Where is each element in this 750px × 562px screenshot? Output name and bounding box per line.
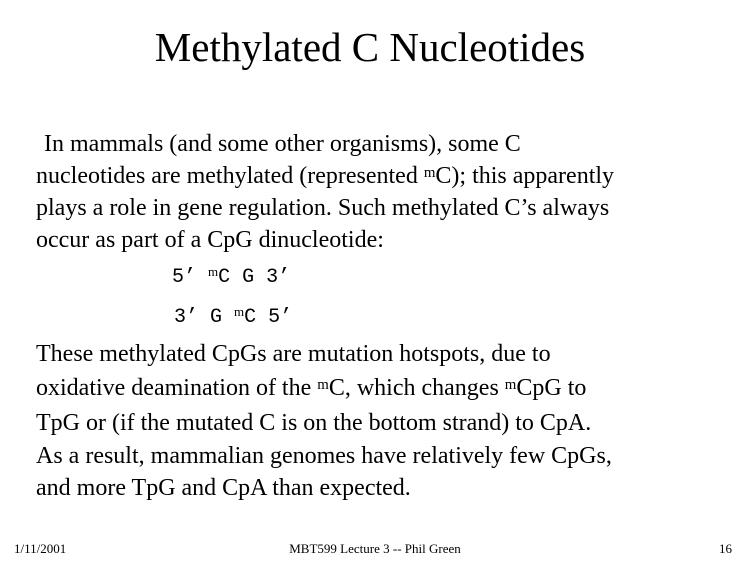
methyl-superscript: m [234,303,245,319]
methyl-superscript: m [208,263,219,279]
intro-line-2-text-b: C); this apparently [435,163,615,189]
footer-date: 1/11/2001 [14,541,67,556]
hotspot-line-4: As a result, mammalian genomes have relatively few CpGs, [36,443,612,469]
hotspot-line-2-text-b: C, which changes [328,375,505,401]
hotspot-line-2-text-a: oxidative deamination of the [36,375,318,401]
hotspot-line-3: TpG or (if the mutated C is on the bottom strand) to CpA. [36,410,592,436]
top-strand-text-b: C G 3’ [218,266,291,289]
bottom-strand-text-a: 3’ G [174,306,235,329]
methyl-superscript: m [317,376,329,393]
intro-line-3: plays a role in gene regulation. Such methylated C’s always [36,195,610,221]
hotspot-paragraph [36,338,748,504]
hotspot-line-2 [36,370,748,406]
footer-lecture-title: MBT599 Lecture 3 -- Phil Green [289,541,461,556]
intro-line-2 [36,160,748,192]
methyl-superscript: m [504,376,517,393]
intro-line-4: occur as part of a CpG dinucleotide: [36,227,384,253]
methyl-superscript: m [423,164,436,181]
sequence-bottom-strand [174,303,293,330]
footer-page-number: 16 [719,541,732,556]
hotspot-line-5: and more TpG and CpA than expected. [36,475,411,501]
hotspot-line-2-text-c: CpG to [516,375,587,401]
intro-line-2-text-a: nucleotides are methylated (represented [36,163,424,189]
slide-title: Methylated C Nucleotides [154,24,586,70]
intro-line-1: In mammals (and some other organisms), some C [44,131,521,157]
sequence-top-strand [172,263,291,290]
hotspot-line-1: These methylated CpGs are mutation hotspots, due to [36,341,551,367]
intro-paragraph [36,128,748,256]
top-strand-text-a: 5’ [172,266,209,289]
bottom-strand-text-b: C 5’ [244,306,293,329]
